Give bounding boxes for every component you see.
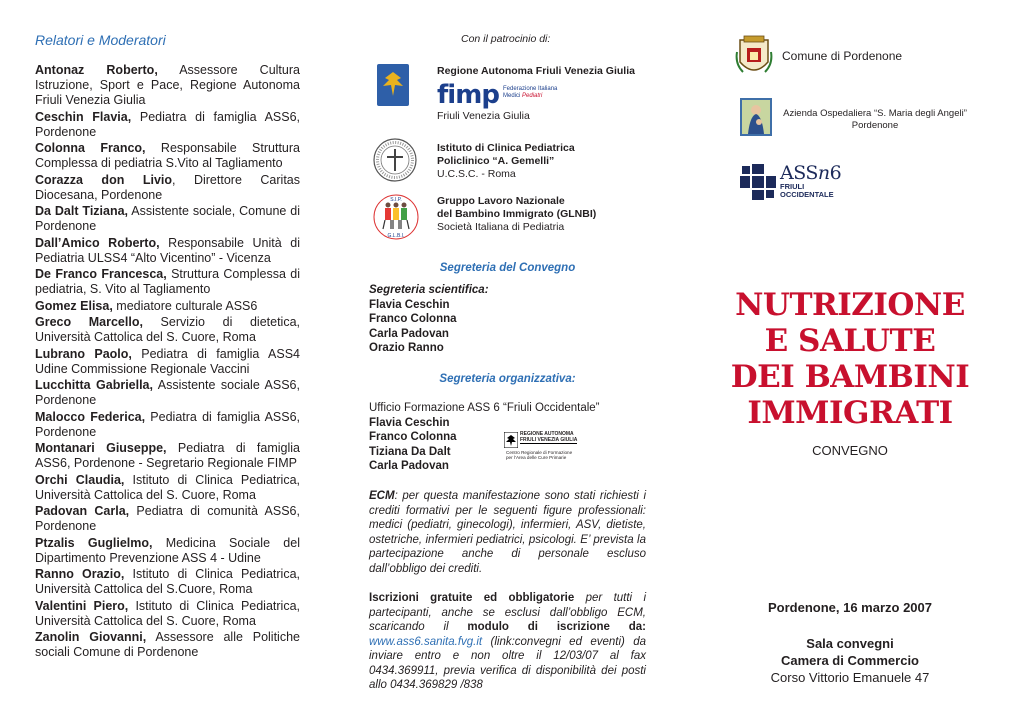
convegno-label: CONVEGNO [812, 443, 888, 458]
speaker-entry [35, 63, 300, 108]
event-date: Pordenone, 16 marzo 2007 [767, 600, 932, 615]
speaker-entry [35, 473, 300, 503]
speaker-name: Da Dalt Tiziana, [35, 204, 129, 218]
speaker-name: Greco Marcello, [35, 315, 143, 329]
centro-formazione-logo: REGIONE AUTONOMA FRIULI VENEZIA GIULIA Centro Regionale di Formazione per l’Area delle Cure Primarie [506, 431, 578, 460]
speaker-role: mediatore culturale ASS6 [112, 298, 258, 313]
event-title: NUTRIZIONE E SALUTE DEI BAMBINI IMMIGRATI [730, 287, 970, 431]
speaker-entry [35, 630, 300, 660]
speaker-name: Corazza don Livio [35, 172, 172, 187]
regione-mini-eagle-icon [504, 432, 518, 448]
speaker-entry [35, 599, 300, 629]
speaker-role: Assessore alle Politiche sociali Comune di Pordenone [35, 630, 300, 659]
gruppo-text: Gruppo Lavoro Nazionale del Bambino Immigrato (GLNBI) Società Italiana di Pediatria [437, 195, 597, 233]
speaker-role: Pediatra di famiglia ASS4 Udine Commissione Regionale Vaccini [35, 346, 300, 376]
speaker-role: Struttura Complessa di pediatria, S. Vito al Tagliamento [35, 267, 301, 296]
speaker-name: Malocco Federica, [35, 409, 146, 424]
speaker-role: Assistente sociale ASS6, Pordenone [35, 378, 300, 407]
speaker-name: De Franco Francesca, [35, 267, 167, 281]
segreteria-organizzativa: Ufficio Formazione ASS 6 “Friuli Occidentale” Flavia Ceschin Franco Colonna Tiziana Da Dalt Carla Padovan [369, 402, 600, 472]
speaker-role: Pediatra di famiglia ASS6, Pordenone - Segretario Regionale FIMP [35, 441, 300, 470]
segreteria-organizzativa-heading: Segreteria organizzativa: [439, 373, 576, 385]
regione-eagle-logo [377, 64, 409, 106]
speaker-role: Assessore Cultura Istruzione, Sport e Pace, Regione Autonoma Friuli Venezia Giulia [35, 63, 300, 107]
ass6-mark-logo [740, 164, 776, 200]
azienda-text: Azienda Ospedaliera “S. Maria degli Angeli” Pordenone [783, 108, 967, 131]
istituto-text: Istituto di Clinica Pediatrica Policlinico “A. Gemelli” U.C.S.C. - Roma [437, 142, 575, 180]
speaker-entry [35, 378, 300, 408]
speaker-name: Valentini Piero, [35, 598, 129, 613]
speaker-entry [35, 267, 300, 297]
speaker-name: Dall’Amico Roberto, [35, 235, 160, 250]
speaker-entry [35, 567, 300, 597]
speaker-entry [35, 204, 300, 234]
speaker-name: Lucchitta Gabriella, [35, 378, 153, 392]
segreteria-scientifica: Segreteria scientifica: Flavia Ceschin Franco Colonna Carla Padovan Orazio Ranno [369, 284, 489, 354]
comune-name: Comune di Pordenone [782, 49, 903, 63]
speaker-entry [35, 536, 300, 566]
regione-name: Regione Autonoma Friuli Venezia Giulia [437, 65, 635, 77]
speaker-name: Montanari Giuseppe, [35, 441, 167, 455]
speaker-entry [35, 299, 300, 314]
ass6-wordmark: ASSn6 FRIULI OCCIDENTALE [780, 162, 842, 199]
speaker-entry [35, 504, 300, 534]
speaker-role: , Direttore Caritas Diocesana, Pordenone [35, 172, 300, 202]
speaker-entry [35, 110, 300, 140]
speaker-name: Colonna Franco, [35, 141, 146, 155]
speaker-name: Zanolin Giovanni, [35, 630, 147, 644]
speaker-role: Pediatra di comunità ASS6, Pordenone [35, 504, 300, 533]
speaker-role: Istituto di Clinica Pediatrica, Università Cattolica del S. Cuore, Roma [35, 598, 300, 628]
iscrizioni-text: Iscrizioni gratuite ed obbligatorie per tutti i partecipanti, anche se esclusi dall’obbligo ECM, scaricando il modulo di iscrizione da: www.ass6.sanita.fvg.it (link:convegni ed eventi) da inviare entro e non oltre il 12/03/07 al fax 0434.369911, previa verifica di disponibilità dei posti allo 0434.369829 /838 [369, 592, 646, 691]
speaker-entry [35, 347, 300, 377]
speaker-role: Responsabile Unità di Pediatria ULSS4 “Alto Vicentino” - Vicenza [35, 235, 300, 265]
event-venue: Sala convegni Camera di Commercio Corso Vittorio Emanuele 47 [770, 636, 930, 685]
speaker-role: Pediatra di famiglia ASS6, Pordenone [35, 109, 301, 139]
speaker-name: Padovan Carla, [35, 504, 130, 518]
fimp-region: Friuli Venezia Giulia [437, 110, 530, 122]
speaker-role: Medicina Sociale del Dipartimento Prevenzione ASS 4 - Udine [35, 535, 300, 565]
svg-text:G.L.B.I.: G.L.B.I. [387, 233, 405, 239]
patronage-heading: Con il patrocinio di: [461, 33, 551, 45]
speaker-entry [35, 315, 300, 345]
svg-text:S.I.P.: S.I.P. [390, 197, 402, 203]
segreteria-convegno-heading: Segreteria del Convegno [439, 262, 576, 274]
speaker-name: Ceschin Flavia, [35, 109, 132, 124]
speaker-entry [35, 441, 300, 471]
sip-glbi-logo [371, 193, 421, 241]
comune-crest-logo [735, 34, 773, 78]
speakers-list [35, 63, 300, 662]
speaker-entry [35, 236, 300, 266]
speaker-name: Antonaz Roberto, [35, 63, 158, 77]
speaker-role: Responsabile Struttura Complessa di pediatria S.Vito al Tagliamento [35, 141, 300, 170]
speaker-role: Assistente sociale, Comune di Pordenone [35, 204, 300, 233]
ecm-text: ECM: per questa manifestazione sono stati richiesti i crediti formativi per le seguenti figure professionali: medici (pediatri, ginecologi), infermieri, ASV, dietiste, ostetriche, infermieri pediatrici, psicologi. E’ prevista la partecipazione anche di personale escluso dall’obbligo dei crediti. [369, 490, 646, 575]
speakers-heading: Relatori e Moderatori [35, 32, 166, 48]
speaker-name: Orchi Claudia, [35, 472, 125, 487]
speaker-role: Servizio di dietetica, Università Cattolica del S. Cuore, Roma [35, 315, 300, 344]
speaker-name: Ranno Orazio, [35, 567, 125, 581]
speaker-name: Ptzalis Guglielmo, [35, 535, 153, 550]
university-seal-logo [373, 138, 417, 182]
speaker-name: Gomez Elisa, [35, 298, 113, 313]
speaker-entry [35, 173, 300, 203]
registration-link[interactable]: www.ass6.sanita.fvg.it [369, 635, 483, 648]
speaker-name: Lubrano Paolo, [35, 346, 132, 361]
speaker-role: Pediatra di famiglia ASS6, Pordenone [35, 409, 301, 439]
fimp-logo: fimp Federazione Italiana Medici Pediatri [437, 80, 558, 110]
speaker-entry [35, 141, 300, 171]
speaker-role: Istituto di Clinica Pediatrica, Università Cattolica del S.Cuore, Roma [35, 567, 301, 596]
azienda-madonna-logo [740, 98, 772, 136]
speaker-role: Istituto di Clinica Pediatrica, Università Cattolica del S. Cuore, Roma [35, 472, 300, 502]
speaker-entry [35, 410, 300, 440]
